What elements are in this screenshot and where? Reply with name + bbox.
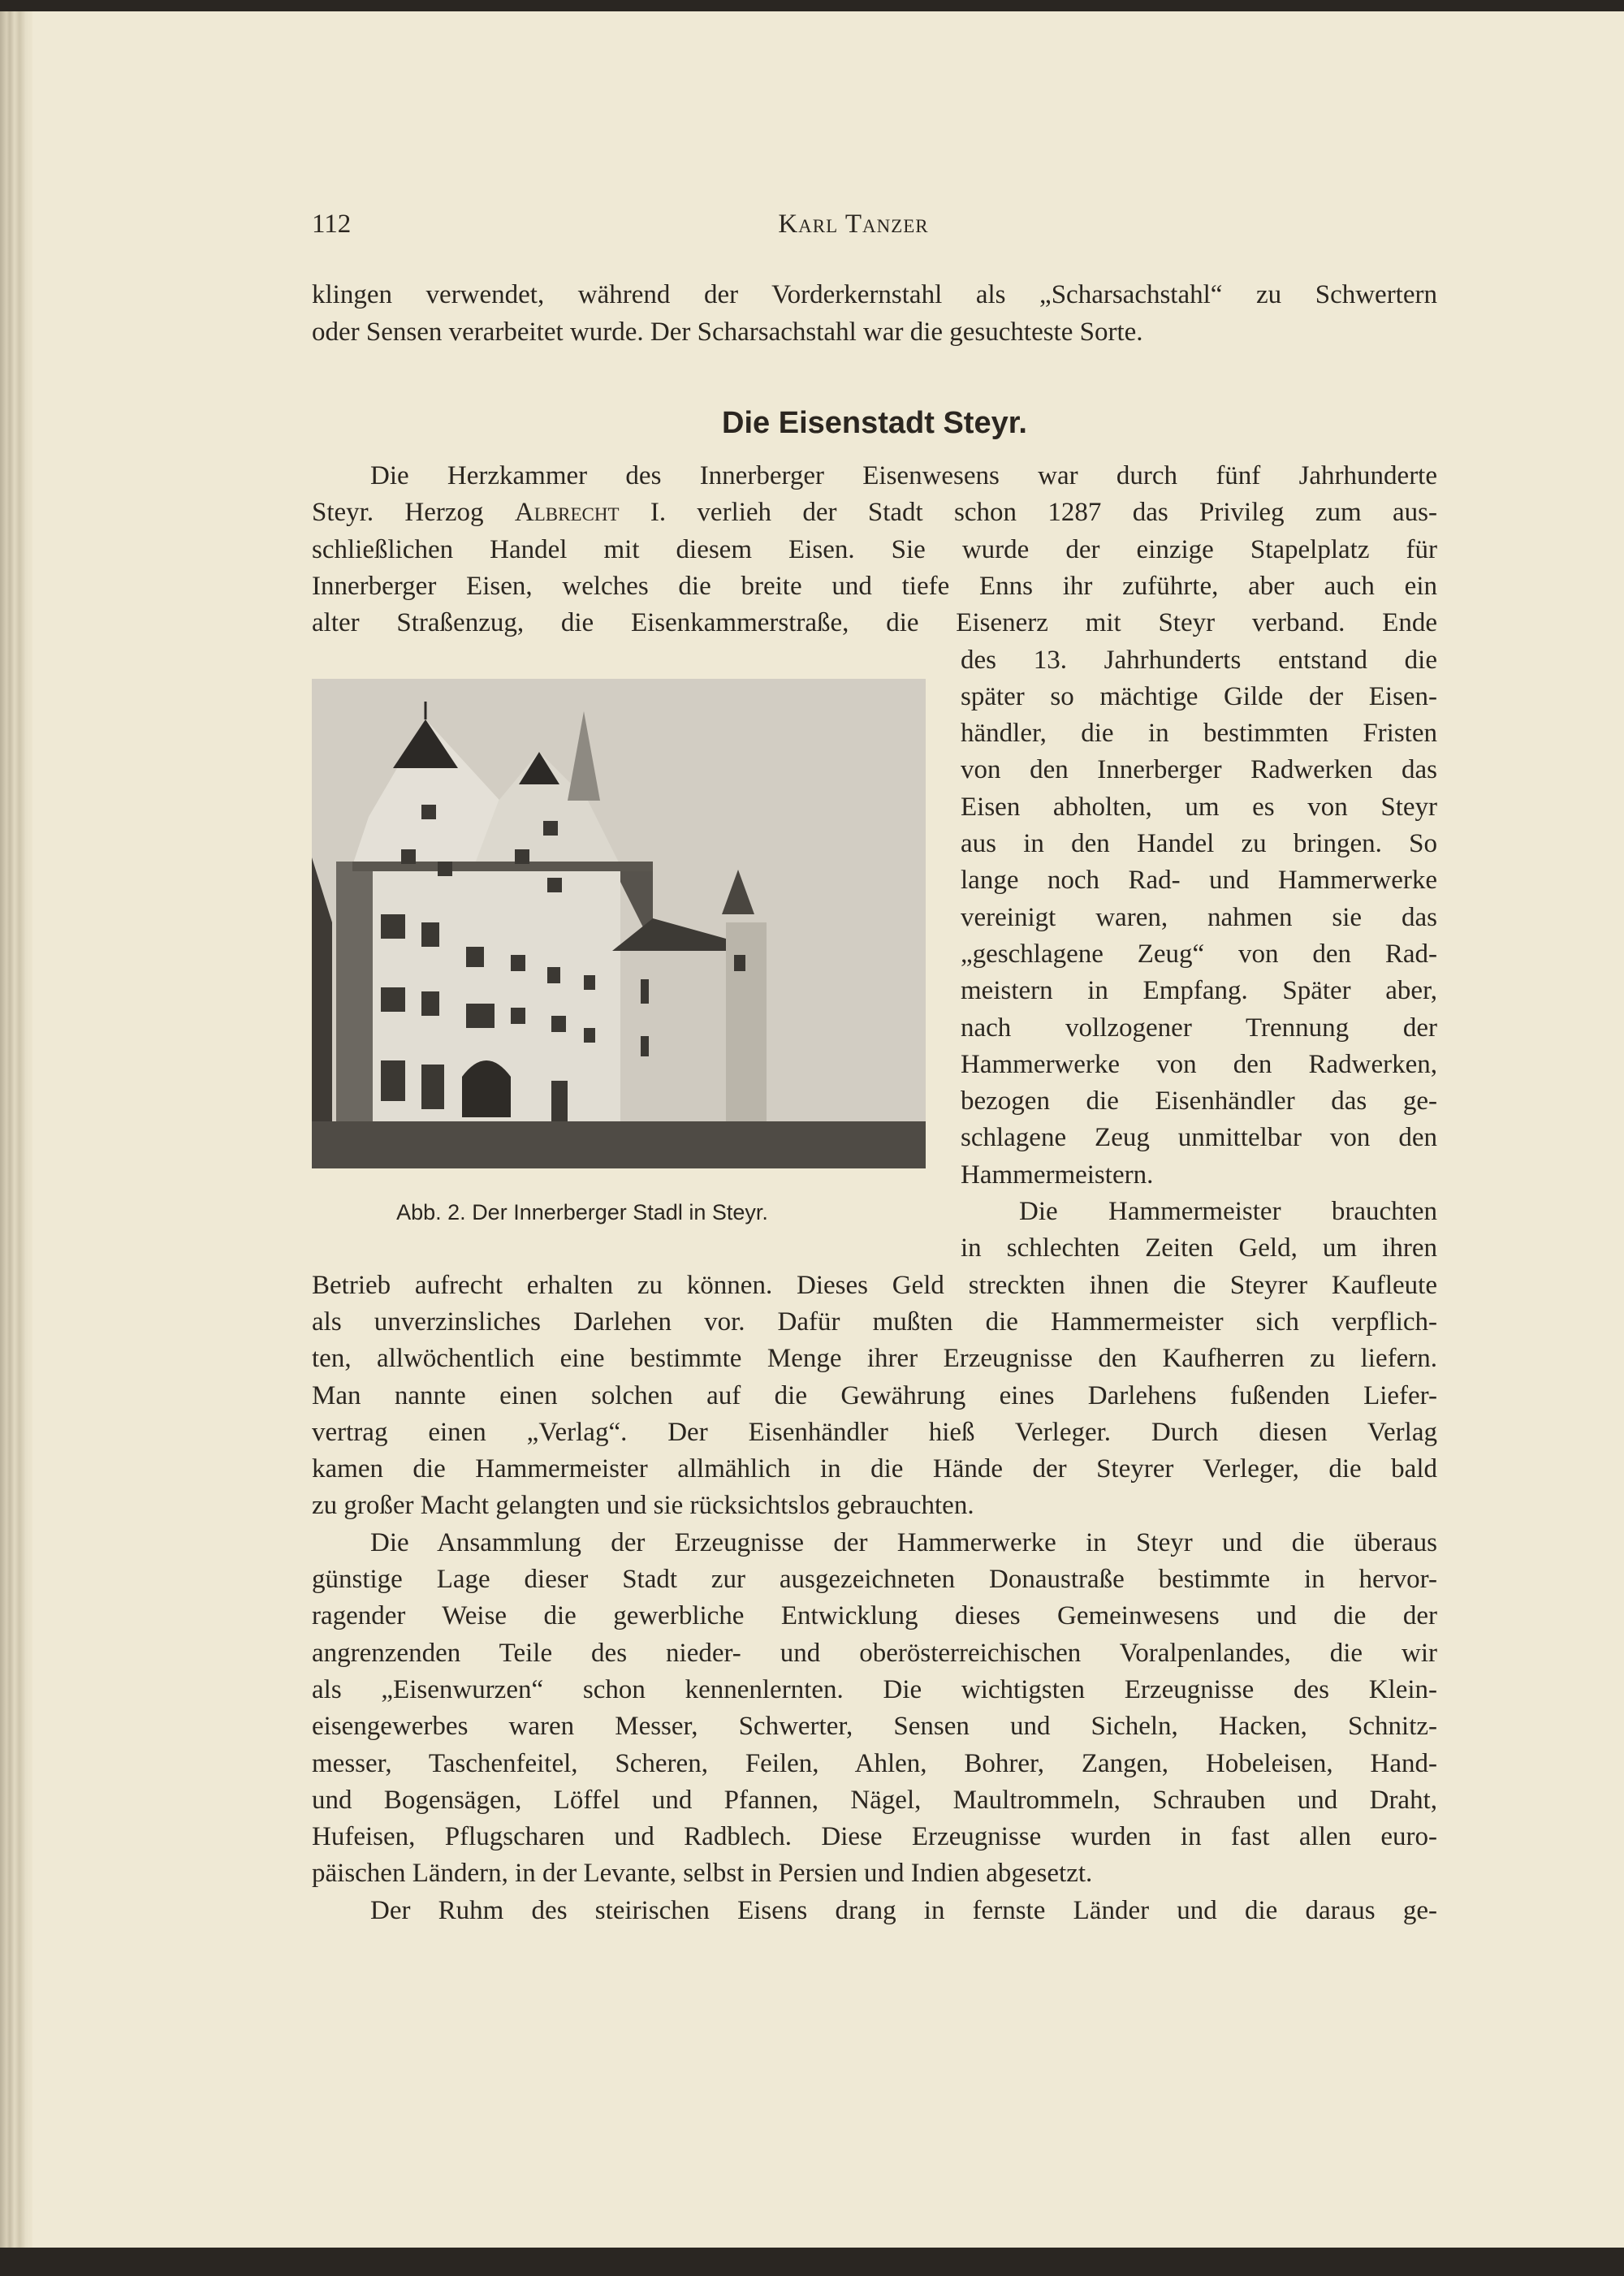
- text-line: Die Herzkammer des Innerberger Eisenwesens war durch fünf Jahrhunderte: [370, 461, 1437, 490]
- text-segment: Steyr. Herzog: [312, 498, 515, 527]
- figure-photo-innerberger-stadl: [312, 679, 926, 1168]
- text-segment: I. verlieh der Stadt schon 1287 das Privileg zum aus-: [619, 498, 1438, 527]
- text-line: Die Hammermeister brauchten: [1019, 1197, 1437, 1226]
- text-line: als „Eisenwurzen“ schon kennenlernten. Die wichtigsten Erzeugnisse des Klein-: [312, 1675, 1437, 1704]
- text-line: lange noch Rad- und Hammerwerke: [961, 866, 1437, 895]
- text-line: bezogen die Eisenhändler das ge-: [961, 1086, 1437, 1116]
- text-line: Eisen abholten, um es von Steyr: [961, 792, 1437, 822]
- text-line: schlagene Zeug unmittelbar von den: [961, 1123, 1437, 1152]
- text-line: Innerberger Eisen, welches die breite und tiefe Enns ihr zuführte, aber auch ein: [312, 572, 1437, 601]
- text-line: kamen die Hammermeister allmählich in die Hände der Steyrer Verleger, die bald: [312, 1454, 1437, 1484]
- text-line: Hammermeistern.: [961, 1160, 1154, 1190]
- text-line: vertrag einen „Verlag“. Der Eisenhändler hieß Verleger. Durch diesen Verlag: [312, 1418, 1437, 1447]
- text-line: messer, Taschenfeitel, Scheren, Feilen, Ahlen, Bohrer, Zangen, Hobeleisen, Hand-: [312, 1749, 1437, 1778]
- text-line: klingen verwendet, während der Vorderkernstahl als „Scharsachstahl“ zu Schwertern: [312, 280, 1437, 309]
- text-line: von den Innerberger Radwerken das: [961, 755, 1437, 784]
- text-line: [312, 494, 1437, 531]
- text-line: Die Ansammlung der Erzeugnisse der Hammerwerke in Steyr und die überaus: [370, 1528, 1437, 1557]
- text-line: meistern in Empfang. Später aber,: [961, 976, 1437, 1005]
- text-line: angrenzenden Teile des nieder- und oberösterreichischen Voralpenlandes, die wir: [312, 1639, 1437, 1668]
- text-line: händler, die in bestimmten Fristen: [961, 719, 1437, 748]
- text-line: päischen Ländern, in der Levante, selbst in Persien und Indien abgesetzt.: [312, 1859, 1093, 1888]
- text-line: vereinigt waren, nahmen sie das: [961, 903, 1437, 932]
- text-line: nach vollzogener Trennung der: [961, 1013, 1437, 1043]
- text-line: Hammerwerke von den Radwerken,: [961, 1050, 1437, 1079]
- text-line: aus in den Handel zu bringen. So: [961, 829, 1437, 858]
- text-line: Man nannte einen solchen auf die Gewährung eines Darlehens fußenden Liefer-: [312, 1381, 1437, 1410]
- book-page-edges: [0, 11, 32, 2248]
- text-line: ten, allwöchentlich eine bestimmte Menge ihrer Erzeugnisse den Kaufherren zu liefern.: [312, 1344, 1437, 1373]
- text-line: Der Ruhm des steirischen Eisens drang in fernste Länder und die daraus ge-: [370, 1896, 1437, 1925]
- person-name-smallcaps: Albrecht: [514, 498, 620, 527]
- text-line: Betrieb aufrecht erhalten zu können. Dieses Geld streckten ihnen die Steyrer Kaufleute: [312, 1271, 1437, 1300]
- text-line: später so mächtige Gilde der Eisen-: [961, 682, 1437, 711]
- text-line: alter Straßenzug, die Eisenkammerstraße, die Eisenerz mit Steyr verband. Ende: [312, 608, 1437, 637]
- text-line: als unverzinsliches Darlehen vor. Dafür mußten die Hammermeister sich verpflich-: [312, 1307, 1437, 1337]
- running-head: Karl Tanzer: [778, 209, 929, 239]
- text-line: zu großer Macht gelangten und sie rücksichtslos gebrauchten.: [312, 1491, 974, 1520]
- text-line: des 13. Jahrhunderts entstand die: [961, 646, 1437, 675]
- scan-bottom-border: [0, 2248, 1624, 2276]
- text-line: „geschlagene Zeug“ von den Rad-: [961, 939, 1437, 969]
- text-line: oder Sensen verarbeitet wurde. Der Scharsachstahl war die gesuchteste Sorte.: [312, 317, 1143, 347]
- text-line: schließlichen Handel mit diesem Eisen. Sie wurde der einzige Stapelplatz für: [312, 535, 1437, 564]
- building-photo-illustration: [312, 679, 926, 1168]
- text-line: eisengewerbes waren Messer, Schwerter, Sensen und Sicheln, Hacken, Schnitz-: [312, 1712, 1437, 1741]
- text-line: in schlechten Zeiten Geld, um ihren: [961, 1233, 1437, 1263]
- page-number: 112: [312, 209, 352, 239]
- scan-top-border: [0, 0, 1624, 11]
- section-heading: Die Eisenstadt Steyr.: [722, 406, 1027, 440]
- text-line: Hufeisen, Pflugscharen und Radblech. Diese Erzeugnisse wurden in fast allen euro-: [312, 1822, 1437, 1851]
- text-line: und Bogensägen, Löffel und Pfannen, Nägel, Maultrommeln, Schrauben und Draht,: [312, 1786, 1437, 1815]
- text-line: ragender Weise die gewerbliche Entwicklung dieses Gemeinwesens und die der: [312, 1601, 1437, 1630]
- text-line: günstige Lage dieser Stadt zur ausgezeichneten Donaustraße bestimmte in hervor-: [312, 1565, 1437, 1594]
- figure-caption: Abb. 2. Der Innerberger Stadl in Steyr.: [396, 1200, 768, 1224]
